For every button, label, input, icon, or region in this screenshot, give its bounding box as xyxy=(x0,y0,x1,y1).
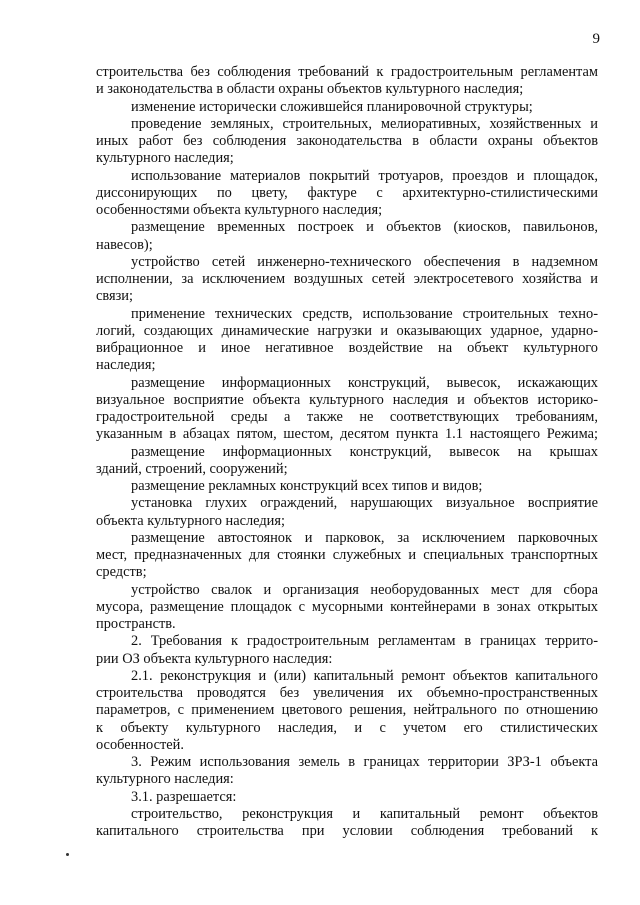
text-line: строительства проводятся без увеличения их объемно-пространственных xyxy=(96,685,598,701)
text-line: связи; xyxy=(96,288,133,305)
text-line: исполнении, за исключением воздушных сетей электросетевого хозяйства и xyxy=(96,271,598,287)
text-line: особенностей. xyxy=(96,736,184,753)
text-line: мест, предназначенных для стоянки служебных и специальных транспортных xyxy=(96,547,598,563)
text-line: устройство сетей инженерно-технического обеспечения в надземном xyxy=(131,253,598,270)
text-line: размещение информационных конструкций, вывесок на крышах xyxy=(131,443,598,460)
page-number: 9 xyxy=(592,31,600,47)
text-line: размещение временных построек и объектов (киосков, павильонов, xyxy=(131,219,598,236)
text-line: культурного наследия: xyxy=(96,771,234,788)
text-line: проведение земляных, строительных, мелиоративных, хозяйственных и xyxy=(131,115,598,132)
text-line: иных работ без соблюдения законодательства в области охраны объектов xyxy=(96,133,598,149)
text-line: логий, создающих динамические нагрузки и оказывающих ударное, ударно- xyxy=(96,322,598,339)
text-line: установка глухих ограждений, нарушающих визуальное восприятие xyxy=(131,495,598,512)
text-line: визуальное восприятие объекта культурного наследия и объектов историко- xyxy=(96,391,598,408)
text-line: размещение автостоянок и парковок, за исключением парковочных xyxy=(131,529,598,546)
text-line: 3.1. разрешается: xyxy=(131,788,237,805)
text-line: рии ОЗ объекта культурного наследия: xyxy=(96,650,333,667)
text-line: применение технических средств, использование строительных техно- xyxy=(131,305,598,322)
text-line: указанным в абзацах пятом, шестом, десятом пункта 1.1 настоящего Режима; xyxy=(96,426,598,443)
text-line: вибрационное и иное негативное воздействие на объект культурного xyxy=(96,340,598,356)
scan-speck xyxy=(66,853,69,856)
text-line: устройство свалок и организация необорудованных мест для сбора xyxy=(131,581,598,598)
text-line: диссонирующих по цвету, фактуре с архитектурно-стилистическими xyxy=(96,184,598,201)
text-line: и законодательства в области охраны объектов культурного наследия; xyxy=(96,81,524,98)
text-line: средств; xyxy=(96,564,147,581)
text-line: капитального строительства при условии соблюдения требований к xyxy=(96,823,598,839)
text-line: зданий, строений, сооружений; xyxy=(96,460,288,477)
text-line: использование материалов покрытий тротуаров, проездов и площадок, xyxy=(131,167,598,184)
text-line: изменение исторически сложившейся планировочной структуры; xyxy=(131,98,533,115)
text-line: строительство, реконструкция и капитальный ремонт объектов xyxy=(131,805,598,822)
text-line: культурного наследия; xyxy=(96,150,234,167)
text-line: навесов); xyxy=(96,236,153,253)
text-line: 2. Требования к градостроительным регламентам в границах террито- xyxy=(131,633,598,650)
text-line: параметров, с применением цветового решения, нейтрального по отношению xyxy=(96,702,598,719)
text-line: к объекту культурного наследия, и с учетом его стилистических xyxy=(96,719,598,736)
text-line: наследия; xyxy=(96,357,156,374)
text-line: размещение рекламных конструкций всех типов и видов; xyxy=(131,478,483,494)
text-line: градостроительной среды а также не соответствующих требованиям, xyxy=(96,409,598,425)
text-line: 2.1. реконструкция и (или) капитальный ремонт объектов капитального xyxy=(131,667,598,684)
text-line: размещение информационных конструкций, вывесок, искажающих xyxy=(131,374,598,391)
text-line: пространств. xyxy=(96,616,176,632)
text-line: строительства без соблюдения требований к градостроительным регламентам xyxy=(96,64,598,80)
text-line: особенностями объекта культурного наследия; xyxy=(96,202,383,218)
text-line: 3. Режим использования земель в границах территории ЗРЗ-1 объекта xyxy=(131,754,598,770)
text-line: объекта культурного наследия; xyxy=(96,512,286,529)
text-line: мусора, размещение площадок с мусорными контейнерами в зонах открытых xyxy=(96,598,598,615)
